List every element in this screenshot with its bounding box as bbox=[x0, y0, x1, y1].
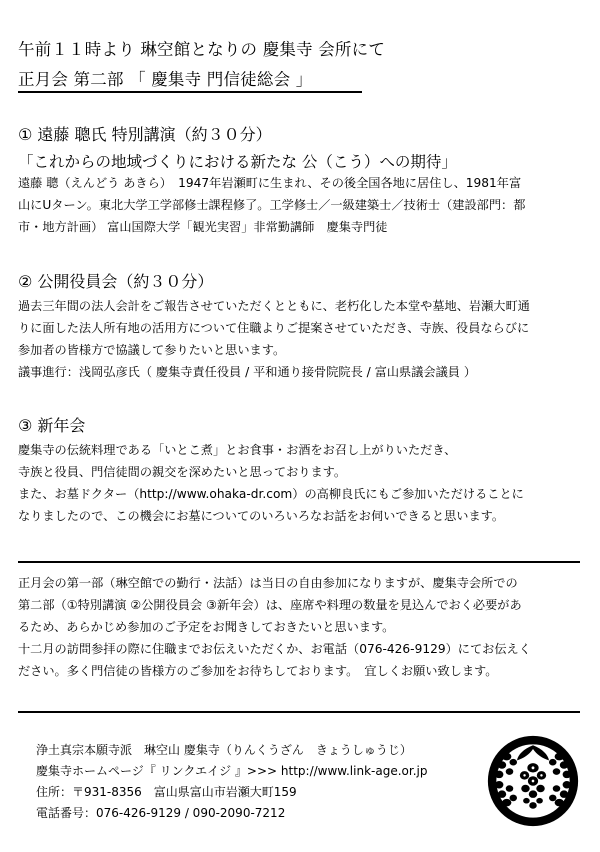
notice-line: るため、あらかじめ参加のご予定をお聞きしておきたいと思います。 bbox=[18, 620, 395, 634]
section2-heading: ② 公開役員会（約３０分） bbox=[18, 272, 214, 291]
header-line-2: 正月会 第二部 「 慶集寺 門信徒総会 」 bbox=[18, 70, 313, 89]
notice-line: ださい。多く門信徒の皆様方のご参加をお待ちしております。 宜しくお願い致します。 bbox=[18, 664, 498, 678]
section3-line: 慶集寺の伝統料理である「いとこ煮」とお食事・お酒をお召し上がりいただき、 bbox=[18, 443, 457, 457]
notice-line: 十二月の訪問参拝の際に住職までお伝えいただくか、お電話（076-426-9129）にてお伝えく bbox=[18, 642, 531, 656]
section3-line: また、お墓ドクター（http://www.ohaka-dr.com）の高柳良氏にもご参加いただけることに bbox=[18, 487, 524, 501]
section1-line: 山にUターン。東北大学工学部修士課程修了。工学修士／一級建築士／技術士（建設部門：都 bbox=[18, 198, 526, 212]
footer-address: 住所：〒931-8356 富山県富山市岩瀬大町159 bbox=[36, 785, 297, 799]
notice-line: 正月会の第一部（琳空館での勤行・法話）は当日の自由参加になりますが、慶集寺会所での bbox=[18, 576, 518, 590]
section1-body bbox=[18, 172, 525, 238]
section1-line: 市・地方計画） 富山国際大学「観光実習」非常勤講師 慶集寺門徒 bbox=[18, 220, 388, 234]
section3-line: なりましたので、この機会にお墓についてのいろいろなお話をお伺いできると思います。 bbox=[18, 509, 505, 523]
section1-lecture-title: 「これからの地域づくりにおける新たな 公（こう）への期待」 bbox=[18, 153, 457, 171]
section3-heading: ③ 新年会 bbox=[18, 416, 86, 435]
section2-line: りに面した法人所有地の活用方について住職よりご提案させていただき、寺族、役員ならびに bbox=[18, 321, 530, 335]
section2-line: 過去三年間の法人会計をご報告させていただくとともに、老朽化した本堂や墓地、岩瀬大町通 bbox=[18, 299, 530, 313]
section2-line: 議事進行：浅岡弘彦氏（ 慶集寺責任役員 / 平和通り接骨院院長 / 富山県議会議員 ） bbox=[18, 365, 477, 379]
footer-temple-name: 浄土真宗本願寺派 琳空山 慶集寺（りんくうざん きょうしゅうじ） bbox=[36, 743, 412, 757]
section3-body bbox=[18, 439, 524, 527]
footer-phone: 電話番号：076-426-9129 / 090-2090-7212 bbox=[36, 806, 286, 820]
divider-top bbox=[18, 561, 580, 563]
section1-heading: ① 遠藤 聰氏 特別講演（約３０分） bbox=[18, 125, 272, 144]
section3-line: 寺族と役員、門信徒間の親交を深めたいと思っております。 bbox=[18, 465, 347, 479]
section2-body bbox=[18, 295, 530, 383]
section1-line: 遠藤 聰（えんどう あきら） 1947年岩瀬町に生まれ、その後全国各地に居住し、1981年富 bbox=[18, 176, 522, 190]
header-underline bbox=[18, 91, 362, 93]
notice-line: 第二部（①特別講演 ②公開役員会 ③新年会）は、座席や料理の数量を見込んでおく必要があ bbox=[18, 598, 522, 612]
divider-bottom bbox=[18, 711, 580, 713]
notice-body bbox=[18, 572, 531, 682]
section2-line: 参加者の皆様方で協議して参りたいと思います。 bbox=[18, 343, 286, 357]
header-line-1: 午前１１時より 琳空館となりの 慶集寺 会所にて bbox=[18, 40, 386, 59]
temple-crest-icon bbox=[486, 734, 580, 828]
footer-homepage: 慶集寺ホームページ『 リンクエイジ 』>>> http://www.link-age.or.jp bbox=[36, 764, 428, 778]
